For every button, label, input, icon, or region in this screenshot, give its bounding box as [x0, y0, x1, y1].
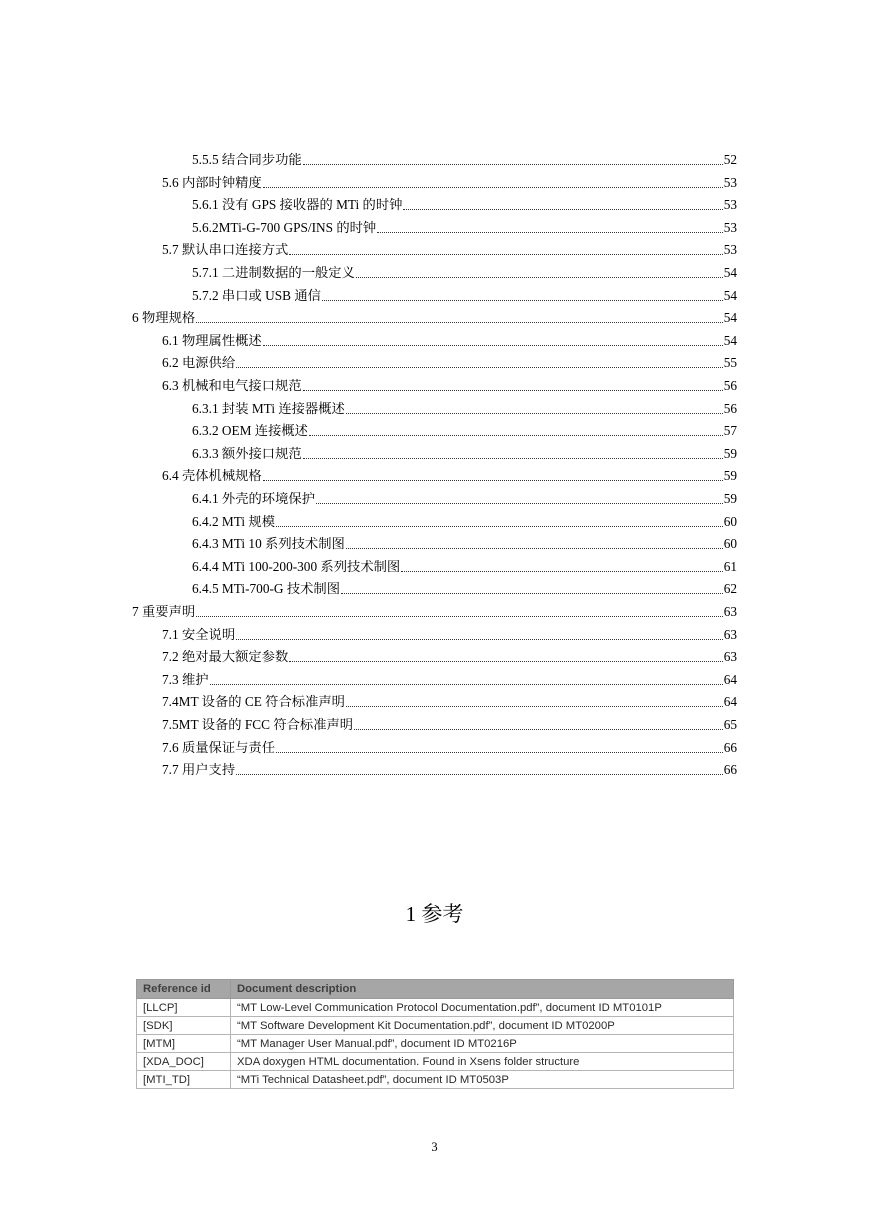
- toc-entry[interactable]: [162, 372, 737, 394]
- reference-id-cell: [LLCP]: [137, 999, 231, 1017]
- toc-entry-page: 66: [723, 762, 737, 777]
- toc-entry-page: 54: [723, 333, 737, 348]
- toc-entry-page: 56: [723, 378, 737, 393]
- toc-entry[interactable]: [192, 191, 737, 213]
- toc-entry[interactable]: [192, 417, 737, 439]
- document-description-cell: “MT Software Development Kit Documentation.pdf”, document ID MT0200P: [231, 1017, 734, 1035]
- toc-entry-title: 7 重要声明: [132, 604, 196, 619]
- toc-entry-title: 5.7.1 二进制数据的一般定义: [192, 265, 355, 280]
- toc-entry-title: 7.3 维护: [162, 672, 209, 687]
- toc-leader-dots: [309, 434, 723, 436]
- toc-leader-dots: [263, 344, 723, 346]
- toc-entry-page: 53: [723, 175, 737, 190]
- toc-entry-title: 6.3 机械和电气接口规范: [162, 378, 302, 393]
- toc-entry-title: 7.4MT 设备的 CE 符合标准声明: [162, 694, 345, 709]
- toc-entry-page: 61: [723, 559, 737, 574]
- toc-leader-dots: [401, 570, 722, 572]
- toc-leader-dots: [210, 683, 723, 685]
- toc-entry-page: 53: [723, 197, 737, 212]
- toc-entry-page: 62: [723, 581, 737, 596]
- toc-entry[interactable]: [162, 643, 737, 665]
- toc-entry[interactable]: [162, 462, 737, 484]
- toc-leader-dots: [303, 457, 723, 459]
- toc-entry[interactable]: [162, 169, 737, 191]
- toc-entry[interactable]: [132, 598, 737, 620]
- toc-entry-title: 6.3.1 封装 MTi 连接器概述: [192, 401, 345, 416]
- toc-entry-page: 60: [723, 514, 737, 529]
- toc-entry[interactable]: [162, 666, 737, 688]
- toc-entry[interactable]: [192, 553, 737, 575]
- toc-entry-title: 5.5.5 结合同步功能: [192, 152, 302, 167]
- toc-entry[interactable]: [192, 395, 737, 417]
- document-description-cell: “MTi Technical Datasheet.pdf”, document ID MT0503P: [231, 1071, 734, 1089]
- toc-entry[interactable]: [192, 530, 737, 552]
- toc-leader-dots: [341, 592, 723, 594]
- toc-entry-page: 54: [723, 288, 737, 303]
- toc-leader-dots: [354, 728, 723, 730]
- toc-entry[interactable]: [192, 575, 737, 597]
- toc-leader-dots: [322, 299, 723, 301]
- table-row: [137, 999, 734, 1017]
- toc-entry-title: 7.1 安全说明: [162, 627, 236, 642]
- column-header-document-description: Document description: [231, 980, 734, 999]
- reference-id-cell: [MTI_TD]: [137, 1071, 231, 1089]
- toc-entry-title: 6.4.4 MTi 100-200-300 系列技术制图: [192, 559, 401, 574]
- toc-entry[interactable]: [132, 304, 737, 326]
- toc-leader-dots: [276, 525, 723, 527]
- toc-entry-page: 63: [723, 604, 737, 619]
- toc-entry-title: 6 物理规格: [132, 310, 196, 325]
- toc-entry-title: 7.6 质量保证与责任: [162, 740, 276, 755]
- toc-entry-page: 66: [723, 740, 737, 755]
- toc-leader-dots: [289, 253, 722, 255]
- document-description-cell: XDA doxygen HTML documentation. Found in Xsens folder structure: [231, 1053, 734, 1071]
- toc-leader-dots: [403, 208, 722, 210]
- toc-leader-dots: [236, 773, 723, 775]
- toc-entry-page: 53: [723, 220, 737, 235]
- toc-leader-dots: [346, 705, 723, 707]
- toc-entry-title: 5.6 内部时钟精度: [162, 175, 262, 190]
- toc-entry[interactable]: [162, 621, 737, 643]
- toc-entry-title: 6.4.2 MTi 规模: [192, 514, 276, 529]
- toc-leader-dots: [196, 615, 723, 617]
- reference-id-cell: [XDA_DOC]: [137, 1053, 231, 1071]
- toc-entry-page: 59: [723, 491, 737, 506]
- toc-entry-title: 6.4.5 MTi-700-G 技术制图: [192, 581, 341, 596]
- table-row: [137, 1017, 734, 1035]
- toc-entry-title: 6.2 电源供给: [162, 355, 236, 370]
- toc-entry-page: 57: [723, 423, 737, 438]
- reference-id-cell: [SDK]: [137, 1017, 231, 1035]
- toc-entry-page: 63: [723, 627, 737, 642]
- toc-entry[interactable]: [162, 756, 737, 778]
- document-description-cell: “MT Low-Level Communication Protocol Documentation.pdf”, document ID MT0101P: [231, 999, 734, 1017]
- toc-leader-dots: [263, 186, 723, 188]
- toc-entry-page: 54: [723, 310, 737, 325]
- toc-entry-title: 7.5MT 设备的 FCC 符合标准声明: [162, 717, 354, 732]
- toc-entry[interactable]: [192, 214, 737, 236]
- toc-entry[interactable]: [192, 440, 737, 462]
- column-header-reference-id: Reference id: [137, 980, 231, 999]
- reference-table: [136, 979, 734, 1089]
- toc-entry-title: 6.4.3 MTi 10 系列技术制图: [192, 536, 345, 551]
- toc-leader-dots: [236, 638, 723, 640]
- toc-entry[interactable]: [162, 688, 737, 710]
- toc-entry-page: 63: [723, 649, 737, 664]
- section-heading: 1 参考: [405, 902, 464, 926]
- toc-entry-title: 7.7 用户支持: [162, 762, 236, 777]
- toc-entry-title: 6.4.1 外壳的环境保护: [192, 491, 315, 506]
- toc-entry[interactable]: [162, 349, 737, 371]
- toc-leader-dots: [377, 231, 722, 233]
- toc-entry-page: 52: [723, 152, 737, 167]
- toc-leader-dots: [316, 502, 723, 504]
- toc-entry-title: 6.3.2 OEM 连接概述: [192, 423, 308, 438]
- toc-leader-dots: [303, 389, 723, 391]
- toc-entry-title: 6.4 壳体机械规格: [162, 468, 262, 483]
- toc-leader-dots: [289, 660, 722, 662]
- toc-entry-page: 53: [723, 242, 737, 257]
- page-number: 3: [431, 1140, 438, 1154]
- toc-entry-page: 54: [723, 265, 737, 280]
- toc-entry-page: 59: [723, 446, 737, 461]
- toc-entry-title: 5.6.2MTi-G-700 GPS/INS 的时钟: [192, 220, 377, 235]
- toc-entry-page: 56: [723, 401, 737, 416]
- toc-entry[interactable]: [192, 259, 737, 281]
- toc-entry-title: 6.1 物理属性概述: [162, 333, 262, 348]
- table-row: [137, 1071, 734, 1089]
- toc-entry[interactable]: [192, 282, 737, 304]
- toc-entry-title: 6.3.3 额外接口规范: [192, 446, 302, 461]
- toc-entry-page: 55: [723, 355, 737, 370]
- toc-leader-dots: [236, 366, 723, 368]
- reference-id-cell: [MTM]: [137, 1035, 231, 1053]
- reference-table-header: [137, 980, 734, 999]
- toc-leader-dots: [303, 163, 723, 165]
- toc-entry[interactable]: [192, 508, 737, 530]
- toc-entry[interactable]: [162, 236, 737, 258]
- toc-leader-dots: [263, 479, 723, 481]
- toc-entry-title: 5.7.2 串口或 USB 通信: [192, 288, 321, 303]
- table-row: [137, 1035, 734, 1053]
- toc-entry[interactable]: [162, 327, 737, 349]
- toc-leader-dots: [346, 412, 723, 414]
- table-row: [137, 1053, 734, 1071]
- toc-entry-title: 5.7 默认串口连接方式: [162, 242, 289, 257]
- toc-leader-dots: [196, 321, 723, 323]
- toc-entry[interactable]: [192, 485, 737, 507]
- toc-entry-page: 64: [723, 694, 737, 709]
- toc-entry[interactable]: [162, 711, 737, 733]
- toc-entry-title: 5.6.1 没有 GPS 接收器的 MTi 的时钟: [192, 197, 403, 212]
- document-description-cell: “MT Manager User Manual.pdf”, document ID MT0216P: [231, 1035, 734, 1053]
- toc-entry[interactable]: [192, 146, 737, 168]
- toc-entry-title: 7.2 绝对最大额定参数: [162, 649, 289, 664]
- toc-leader-dots: [346, 547, 723, 549]
- toc-entry-page: 64: [723, 672, 737, 687]
- toc-entry-page: 65: [723, 717, 737, 732]
- toc-leader-dots: [356, 276, 723, 278]
- toc-leader-dots: [276, 751, 723, 753]
- toc-entry-page: 60: [723, 536, 737, 551]
- toc-entry-page: 59: [723, 468, 737, 483]
- toc-entry[interactable]: [162, 734, 737, 756]
